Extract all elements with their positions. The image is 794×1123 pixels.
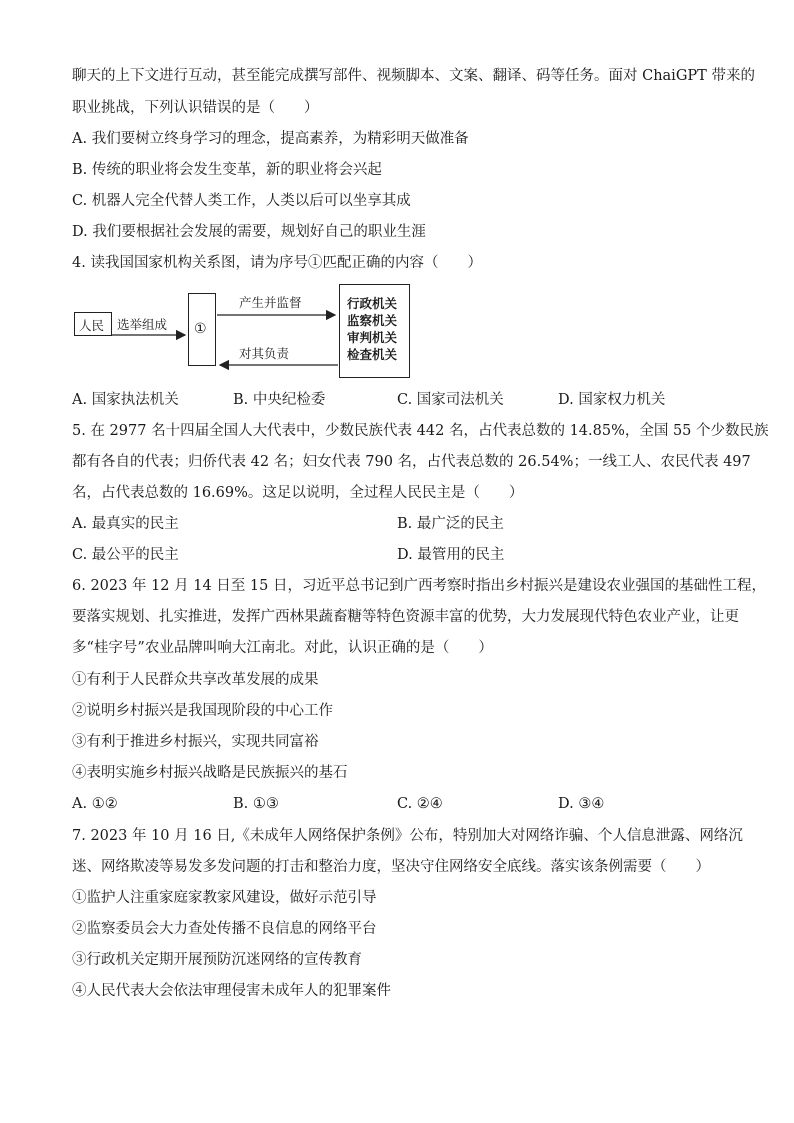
q7-statement-1: ①监护人注重家庭家教家风建设，做好示范引导 bbox=[72, 890, 377, 906]
q7-statement-4: ④人民代表大会依法审理侵害未成年人的犯罪案件 bbox=[72, 983, 391, 999]
q6-stem-line-2: 要落实规划、扎实推进，发挥广西林果蔬畜糖等特色资源丰富的优势，大力发展现代特色农业产业，让更 bbox=[72, 609, 739, 625]
state-organs-box bbox=[339, 284, 410, 378]
organ-supervisory: 监察机关 bbox=[347, 313, 398, 328]
q7-statement-3: ③行政机关定期开展预防沉迷网络的宣传教育 bbox=[72, 952, 362, 968]
q3-option-c: C. 机器人完全代替人类工作，人类以后可以坐享其成 bbox=[72, 193, 411, 209]
q5-stem-line-3: 名，占代表总数的 16.69%。这足以说明，全过程人民民主是（ ） bbox=[72, 485, 524, 501]
q7-stem-line-1: 7. 2023 年 10 月 16 日,《未成年人网络保护条例》公布，特别加大对网络诈骗、个人信息泄露、网络沉 bbox=[72, 828, 743, 844]
state-organs-diagram bbox=[72, 283, 422, 379]
q6-stem-line-1: 6. 2023 年 12 月 14 日至 15 日，习近平总书记到广西考察时指出乡村振兴是建设农业强国的基础性工程， bbox=[72, 578, 766, 594]
q7-statement-2: ②监察委员会大力查处传播不良信息的网络平台 bbox=[72, 921, 377, 937]
q6-option-a: A. ①② bbox=[72, 796, 118, 812]
q5-option-d: D. 最管用的民主 bbox=[397, 547, 505, 563]
blank-number-label: ① bbox=[194, 321, 207, 337]
people-label: 人民 bbox=[79, 318, 105, 333]
produce-supervise-label: 产生并监督 bbox=[239, 295, 302, 310]
q3-option-b: B. 传统的职业将会发生变革，新的职业将会兴起 bbox=[72, 162, 382, 178]
q6-stem-line-3: 多“桂字号”农业品牌叫响大江南北。对此，认识正确的是（ ） bbox=[72, 640, 493, 656]
elect-label: 选举组成 bbox=[117, 317, 168, 332]
q5-option-b: B. 最广泛的民主 bbox=[397, 516, 504, 532]
q7-stem-line-2: 迷、网络欺凌等易发多发问题的打击和整治力度，坚决守住网络安全底线。落实该条例需要（ ） bbox=[72, 859, 710, 875]
q4-option-c: C. 国家司法机关 bbox=[397, 392, 504, 408]
q6-statement-2: ②说明乡村振兴是我国现阶段的中心工作 bbox=[72, 703, 333, 719]
organ-judicial: 审判机关 bbox=[347, 330, 398, 345]
q5-option-c: C. 最公平的民主 bbox=[72, 547, 179, 563]
organ-procuratorial: 检查机关 bbox=[347, 347, 398, 362]
organ-executive: 行政机关 bbox=[347, 296, 398, 311]
q6-option-c: C. ②④ bbox=[397, 796, 443, 812]
responsible-label: 对其负责 bbox=[239, 346, 290, 361]
q6-statement-4: ④表明实施乡村振兴战略是民族振兴的基石 bbox=[72, 765, 348, 781]
q4-stem: 4. 读我国国家机构关系图，请为序号①匹配正确的内容（ ） bbox=[72, 255, 482, 271]
q3-stem-line-2: 职业挑战，下列认识错误的是（ ） bbox=[72, 100, 319, 116]
q5-stem-line-2: 都有各自的代表；归侨代表 42 名；妇女代表 790 名，占代表总数的 26.54%；一线工人、农民代表 497 bbox=[72, 454, 751, 470]
q4-option-a: A. 国家执法机关 bbox=[72, 392, 179, 408]
q5-option-a: A. 最真实的民主 bbox=[72, 516, 179, 532]
blank-organ-box bbox=[188, 293, 216, 366]
q4-option-b: B. 中央纪检委 bbox=[233, 392, 326, 408]
q5-stem-line-1: 5. 在 2977 名十四届全国人大代表中，少数民族代表 442 名，占代表总数的 14.85%，全国 55 个少数民族 bbox=[72, 423, 769, 439]
q6-statement-1: ①有利于人民群众共享改革发展的成果 bbox=[72, 672, 319, 688]
q4-option-d: D. 国家权力机关 bbox=[558, 392, 666, 408]
people-box bbox=[74, 312, 112, 336]
q6-option-b: B. ①③ bbox=[233, 796, 279, 812]
q3-option-d: D. 我们要根据社会发展的需要，规划好自己的职业生涯 bbox=[72, 224, 426, 240]
q6-statement-3: ③有利于推进乡村振兴，实现共同富裕 bbox=[72, 734, 319, 750]
q3-option-a: A. 我们要树立终身学习的理念，提高素养，为精彩明天做准备 bbox=[72, 131, 469, 147]
q3-stem-line-1: 聊天的上下文进行互动，甚至能完成撰写部件、视频脚本、文案、翻译、码等任务。面对 ChaiGPT 带来的 bbox=[72, 68, 755, 84]
q6-option-d: D. ③④ bbox=[558, 796, 605, 812]
